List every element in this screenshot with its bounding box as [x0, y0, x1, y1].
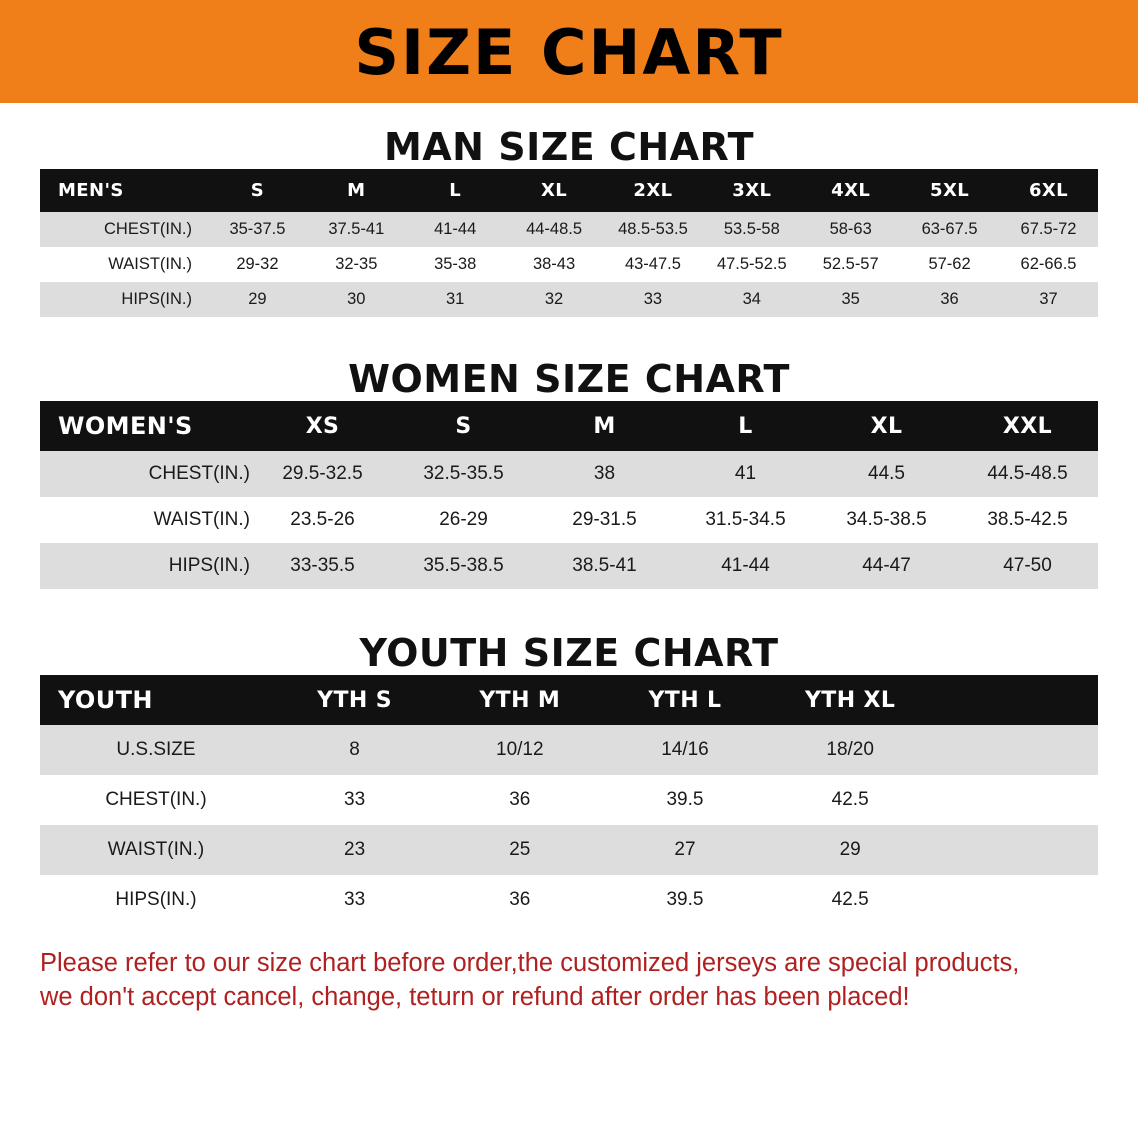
women-cell-2-1: 35.5-38.5 — [393, 543, 534, 589]
women-cell-2-2: 38.5-41 — [534, 543, 675, 589]
table-row — [40, 775, 1098, 825]
youth-table-wrap — [40, 675, 1098, 925]
man-cell-0-4: 48.5-53.5 — [604, 212, 703, 247]
man-cell-1-4: 43-47.5 — [604, 247, 703, 282]
banner — [0, 0, 1138, 103]
table-header-row — [40, 675, 1098, 725]
youth-cell-0-1: 10/12 — [437, 725, 602, 775]
man-col-7: 5XL — [900, 169, 999, 212]
women-cell-1-5: 38.5-42.5 — [957, 497, 1098, 543]
youth-cell-3-0: 33 — [272, 875, 437, 925]
table-header-row — [40, 401, 1098, 451]
man-section-title: MAN SIZE CHART — [383, 125, 755, 169]
man-cell-1-1: 32-35 — [307, 247, 406, 282]
man-row-2-label: HIPS(IN.) — [40, 282, 208, 317]
women-col-2: M — [534, 401, 675, 451]
man-col-1: M — [307, 169, 406, 212]
table-row — [40, 212, 1098, 247]
man-cell-2-3: 32 — [505, 282, 604, 317]
man-cell-1-7: 57-62 — [900, 247, 999, 282]
man-col-4: 2XL — [604, 169, 703, 212]
man-cell-0-5: 53.5-58 — [702, 212, 801, 247]
disclaimer-note — [40, 947, 1098, 1014]
table-header-row — [40, 169, 1098, 212]
table-row — [40, 725, 1098, 775]
man-cell-1-2: 35-38 — [406, 247, 505, 282]
women-cell-0-2: 38 — [534, 451, 675, 497]
women-header-label: WOMEN'S — [40, 401, 252, 451]
women-col-1: S — [393, 401, 534, 451]
man-cell-2-0: 29 — [208, 282, 307, 317]
man-table-wrap — [40, 169, 1098, 317]
youth-col-3: YTH XL — [768, 675, 933, 725]
women-size-table — [40, 401, 1098, 589]
man-cell-0-2: 41-44 — [406, 212, 505, 247]
youth-cell-2-3: 29 — [768, 825, 933, 875]
women-cell-1-0: 23.5-26 — [252, 497, 393, 543]
man-col-2: L — [406, 169, 505, 212]
youth-cell-0-3: 18/20 — [768, 725, 933, 775]
man-cell-0-1: 37.5-41 — [307, 212, 406, 247]
man-col-3: XL — [505, 169, 604, 212]
man-cell-1-5: 47.5-52.5 — [702, 247, 801, 282]
women-section-title: WOMEN SIZE CHART — [348, 357, 790, 401]
women-cell-2-5: 47-50 — [957, 543, 1098, 589]
man-col-0: S — [208, 169, 307, 212]
women-row-2-label: HIPS(IN.) — [40, 543, 252, 589]
youth-cell-3-spacer — [933, 875, 1098, 925]
disclaimer-line-2: we don't accept cancel, change, teturn or refund after order has been placed! — [40, 982, 910, 1011]
youth-cell-2-2: 27 — [602, 825, 767, 875]
table-row — [40, 543, 1098, 589]
women-col-5: XXL — [957, 401, 1098, 451]
youth-size-table — [40, 675, 1098, 925]
table-row — [40, 451, 1098, 497]
man-cell-0-3: 44-48.5 — [505, 212, 604, 247]
women-cell-0-5: 44.5-48.5 — [957, 451, 1098, 497]
women-row-1-label: WAIST(IN.) — [40, 497, 252, 543]
youth-cell-0-0: 8 — [272, 725, 437, 775]
man-row-0-label: CHEST(IN.) — [40, 212, 208, 247]
women-col-4: XL — [816, 401, 957, 451]
table-row — [40, 282, 1098, 317]
disclaimer-line-1: Please refer to our size chart before order,the customized jerseys are special products, — [40, 949, 1020, 977]
women-table-wrap — [40, 401, 1098, 589]
man-cell-0-6: 58-63 — [801, 212, 900, 247]
man-cell-1-6: 52.5-57 — [801, 247, 900, 282]
youth-row-2-label: WAIST(IN.) — [40, 825, 272, 875]
man-cell-1-8: 62-66.5 — [999, 247, 1098, 282]
youth-section-title: YOUTH SIZE CHART — [359, 631, 779, 675]
man-col-6: 4XL — [801, 169, 900, 212]
man-size-table — [40, 169, 1098, 317]
youth-header-label: YOUTH — [40, 675, 272, 725]
youth-cell-2-spacer — [933, 825, 1098, 875]
man-col-5: 3XL — [702, 169, 801, 212]
women-cell-2-3: 41-44 — [675, 543, 816, 589]
man-cell-2-8: 37 — [999, 282, 1098, 317]
table-row — [40, 247, 1098, 282]
youth-cell-1-3: 42.5 — [768, 775, 933, 825]
man-cell-2-5: 34 — [702, 282, 801, 317]
youth-row-3-label: HIPS(IN.) — [40, 875, 272, 925]
man-cell-2-1: 30 — [307, 282, 406, 317]
man-cell-0-8: 67.5-72 — [999, 212, 1098, 247]
youth-col-spacer — [933, 675, 1098, 725]
women-cell-2-0: 33-35.5 — [252, 543, 393, 589]
banner-title: SIZE CHART — [354, 15, 784, 89]
table-row — [40, 497, 1098, 543]
youth-cell-0-2: 14/16 — [602, 725, 767, 775]
table-row — [40, 875, 1098, 925]
man-cell-1-3: 38-43 — [505, 247, 604, 282]
youth-cell-1-2: 39.5 — [602, 775, 767, 825]
women-cell-0-1: 32.5-35.5 — [393, 451, 534, 497]
youth-cell-0-spacer — [933, 725, 1098, 775]
women-cell-0-4: 44.5 — [816, 451, 957, 497]
youth-cell-1-spacer — [933, 775, 1098, 825]
women-col-0: XS — [252, 401, 393, 451]
youth-row-1-label: CHEST(IN.) — [40, 775, 272, 825]
man-cell-2-4: 33 — [604, 282, 703, 317]
man-cell-0-7: 63-67.5 — [900, 212, 999, 247]
man-header-label: MEN'S — [40, 169, 208, 212]
man-cell-2-6: 35 — [801, 282, 900, 317]
man-col-8: 6XL — [999, 169, 1098, 212]
women-cell-1-2: 29-31.5 — [534, 497, 675, 543]
table-row — [40, 825, 1098, 875]
youth-cell-1-0: 33 — [272, 775, 437, 825]
youth-row-0-label: U.S.SIZE — [40, 725, 272, 775]
youth-cell-3-3: 42.5 — [768, 875, 933, 925]
women-cell-1-3: 31.5-34.5 — [675, 497, 816, 543]
youth-col-1: YTH M — [437, 675, 602, 725]
youth-cell-2-0: 23 — [272, 825, 437, 875]
man-cell-2-7: 36 — [900, 282, 999, 317]
women-col-3: L — [675, 401, 816, 451]
man-row-1-label: WAIST(IN.) — [40, 247, 208, 282]
youth-cell-3-2: 39.5 — [602, 875, 767, 925]
man-cell-1-0: 29-32 — [208, 247, 307, 282]
youth-cell-3-1: 36 — [437, 875, 602, 925]
women-cell-2-4: 44-47 — [816, 543, 957, 589]
women-cell-1-4: 34.5-38.5 — [816, 497, 957, 543]
youth-cell-1-1: 36 — [437, 775, 602, 825]
youth-cell-2-1: 25 — [437, 825, 602, 875]
youth-col-0: YTH S — [272, 675, 437, 725]
women-row-0-label: CHEST(IN.) — [40, 451, 252, 497]
man-cell-2-2: 31 — [406, 282, 505, 317]
youth-col-2: YTH L — [602, 675, 767, 725]
women-cell-0-0: 29.5-32.5 — [252, 451, 393, 497]
women-cell-0-3: 41 — [675, 451, 816, 497]
women-cell-1-1: 26-29 — [393, 497, 534, 543]
man-cell-0-0: 35-37.5 — [208, 212, 307, 247]
